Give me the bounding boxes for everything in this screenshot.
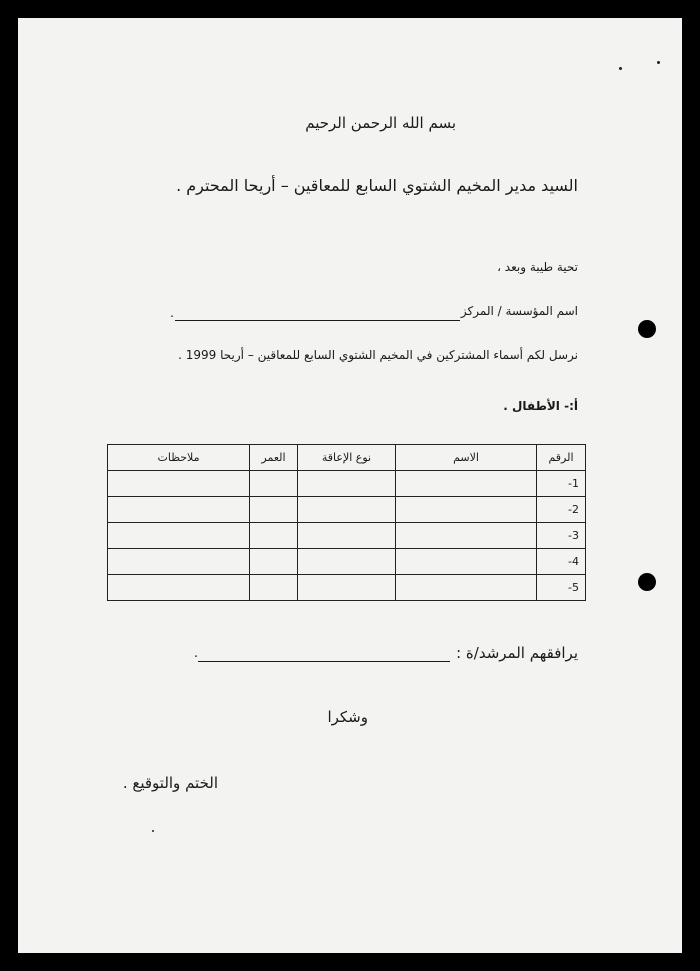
section-a-heading: أ:- الأطفال . bbox=[503, 399, 578, 413]
row-number: 2- bbox=[537, 497, 586, 523]
row-name bbox=[396, 549, 537, 575]
table-row bbox=[108, 575, 586, 601]
punch-hole-top bbox=[638, 320, 656, 338]
row-disability bbox=[298, 523, 396, 549]
row-age bbox=[250, 497, 298, 523]
companion-line-end-dot: . bbox=[193, 646, 198, 661]
table-row bbox=[108, 549, 586, 575]
institution-line-end-dot: . bbox=[170, 306, 174, 320]
row-age bbox=[250, 549, 298, 575]
scan-speck bbox=[152, 830, 154, 832]
row-age bbox=[250, 471, 298, 497]
row-disability bbox=[298, 497, 396, 523]
row-notes bbox=[108, 575, 250, 601]
row-number: 4- bbox=[537, 549, 586, 575]
table-row bbox=[108, 471, 586, 497]
row-notes bbox=[108, 497, 250, 523]
header-name: الاسم bbox=[396, 445, 537, 471]
greeting: تحية طيبة وبعد ، bbox=[497, 260, 578, 274]
table-row bbox=[108, 497, 586, 523]
row-notes bbox=[108, 471, 250, 497]
row-disability bbox=[298, 471, 396, 497]
participants-table bbox=[107, 444, 586, 601]
row-name bbox=[396, 523, 537, 549]
scan-speck bbox=[619, 67, 622, 70]
thanks: وشكرا bbox=[327, 708, 368, 726]
row-age bbox=[250, 575, 298, 601]
row-disability bbox=[298, 549, 396, 575]
header-number: الرقم bbox=[537, 445, 586, 471]
header-age: العمر bbox=[250, 445, 298, 471]
scan-speck bbox=[657, 61, 660, 64]
basmala: بسم الله الرحمن الرحيم bbox=[305, 114, 456, 132]
row-notes bbox=[108, 549, 250, 575]
row-number: 3- bbox=[537, 523, 586, 549]
stamp-and-signature: الختم والتوقيع . bbox=[122, 774, 218, 792]
row-number: 1- bbox=[537, 471, 586, 497]
punch-hole-bottom bbox=[638, 573, 656, 591]
row-name bbox=[396, 575, 537, 601]
table-row bbox=[108, 523, 586, 549]
row-name bbox=[396, 471, 537, 497]
companion-blank-line bbox=[198, 661, 450, 662]
companion-label: يرافقهم المرشد/ة : bbox=[456, 644, 578, 662]
institution-label: اسم المؤسسة / المركز bbox=[460, 304, 578, 318]
addressee-line: السيد مدير المخيم الشتوي السابع للمعاقين – أريحا المحترم . bbox=[176, 176, 578, 195]
institution-blank-line bbox=[175, 320, 460, 321]
row-disability bbox=[298, 575, 396, 601]
intro-text: نرسل لكم أسماء المشتركين في المخيم الشتوي السابع للمعاقين – أريحا 1999 . bbox=[178, 348, 578, 362]
row-name bbox=[396, 497, 537, 523]
row-age bbox=[250, 523, 298, 549]
header-notes: ملاحظات bbox=[108, 445, 250, 471]
table-header-row bbox=[108, 445, 586, 471]
header-disability-type: نوع الإعاقة bbox=[298, 445, 396, 471]
document-page bbox=[18, 18, 682, 953]
row-notes bbox=[108, 523, 250, 549]
row-number: 5- bbox=[537, 575, 586, 601]
